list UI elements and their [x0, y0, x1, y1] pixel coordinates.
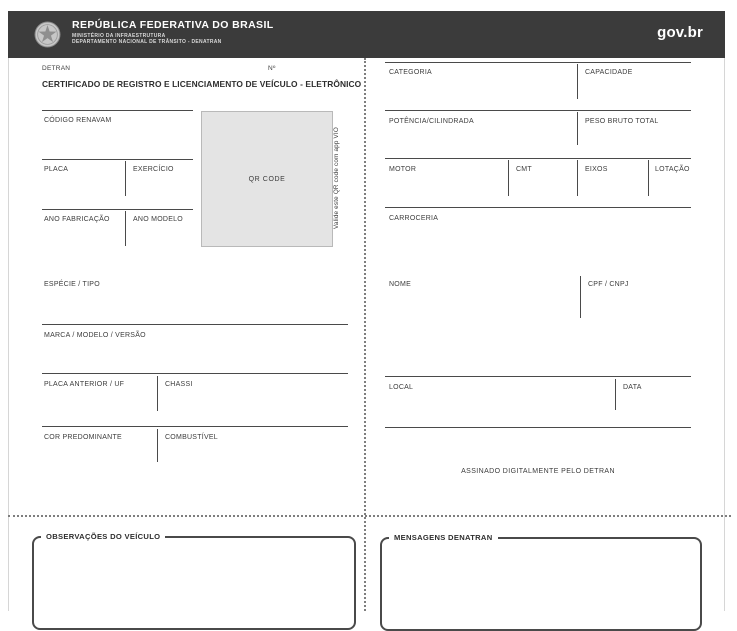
department-subtitle: DEPARTAMENTO NACIONAL DE TRÂNSITO - DENATRAN	[72, 39, 222, 45]
field-placa-anterior-uf: PLACA ANTERIOR / UF	[44, 381, 125, 388]
field-separator	[42, 159, 193, 160]
field-separator	[385, 207, 691, 208]
ministry-subtitle: MINISTÉRIO DA INFRAESTRUTURA	[72, 32, 166, 39]
field-carroceria: CARROCERIA	[389, 215, 439, 222]
number-label: Nº	[268, 65, 276, 72]
field-placa: PLACA	[44, 166, 69, 173]
field-separator	[385, 376, 691, 377]
field-divider	[157, 376, 158, 411]
field-separator	[42, 110, 193, 111]
header-text-block	[72, 19, 274, 45]
issuer-label: DETRAN	[42, 65, 71, 72]
field-data: DATA	[623, 384, 642, 391]
govbr-logo: gov.br	[657, 24, 703, 41]
field-nome: NOME	[389, 281, 411, 288]
field-cor-predominante: COR PREDOMINANTE	[44, 434, 122, 441]
field-divider	[580, 276, 581, 318]
page-left-edge	[8, 11, 9, 611]
field-potencia-cilindrada: POTÊNCIA/CILINDRADA	[389, 118, 474, 125]
field-separator	[42, 426, 348, 427]
field-capacidade: CAPACIDADE	[585, 69, 633, 76]
field-cpf-cnpj: CPF / CNPJ	[588, 281, 629, 288]
field-separator	[42, 209, 193, 210]
field-divider	[125, 161, 126, 196]
field-divider	[508, 160, 509, 196]
field-separator	[385, 62, 691, 63]
field-separator	[42, 324, 348, 325]
mensagens-box	[380, 533, 702, 631]
field-divider	[577, 64, 578, 99]
field-separator	[385, 110, 691, 111]
field-peso-bruto-total: PESO BRUTO TOTAL	[585, 118, 659, 125]
field-separator	[385, 427, 691, 428]
field-lotacao: LOTAÇÃO	[655, 166, 690, 173]
field-especie-tipo: ESPÉCIE / TIPO	[44, 281, 100, 288]
qr-validation-note: Valide este QR code com app VIO	[333, 127, 340, 229]
field-combustivel: COMBUSTÍVEL	[165, 434, 218, 441]
field-divider	[125, 211, 126, 246]
republic-title: REPÚBLICA FEDERATIVA DO BRASIL	[72, 19, 274, 31]
document-title: CERTIFICADO DE REGISTRO E LICENCIAMENTO DE VEÍCULO - ELETRÔNICO	[42, 79, 362, 89]
qr-code-label: QR CODE	[248, 175, 286, 183]
field-chassi: CHASSI	[165, 381, 193, 388]
federal-header-bar	[8, 11, 725, 58]
field-cmt: CMT	[516, 166, 532, 173]
field-divider	[615, 379, 616, 410]
field-separator	[385, 158, 691, 159]
field-exercicio: EXERCÍCIO	[133, 166, 174, 173]
field-separator	[42, 373, 348, 374]
field-motor: MOTOR	[389, 166, 417, 173]
field-divider	[577, 112, 578, 145]
field-local: LOCAL	[389, 384, 414, 391]
field-codigo-renavam: CÓDIGO RENAVAM	[44, 117, 112, 124]
field-eixos: EIXOS	[585, 166, 608, 173]
field-divider	[157, 429, 158, 462]
field-categoria: CATEGORIA	[389, 69, 432, 76]
field-ano-fabricacao: ANO FABRICAÇÃO	[44, 216, 110, 223]
observacoes-box	[32, 532, 356, 630]
qr-code-placeholder	[201, 111, 333, 247]
observacoes-title: OBSERVAÇÕES DO VEÍCULO	[41, 532, 165, 541]
field-marca-modelo-versao: MARCA / MODELO / VERSÃO	[44, 332, 146, 339]
page-right-edge	[724, 11, 725, 611]
brazil-coat-of-arms-icon	[34, 21, 61, 48]
field-divider	[648, 160, 649, 196]
column-dotted-divider	[364, 58, 366, 611]
digital-signature-note: ASSINADO DIGITALMENTE PELO DETRAN	[461, 468, 615, 475]
field-divider	[577, 160, 578, 196]
field-ano-modelo: ANO MODELO	[133, 216, 183, 223]
bottom-dotted-divider	[8, 515, 731, 517]
mensagens-title: MENSAGENS DENATRAN	[389, 533, 498, 542]
